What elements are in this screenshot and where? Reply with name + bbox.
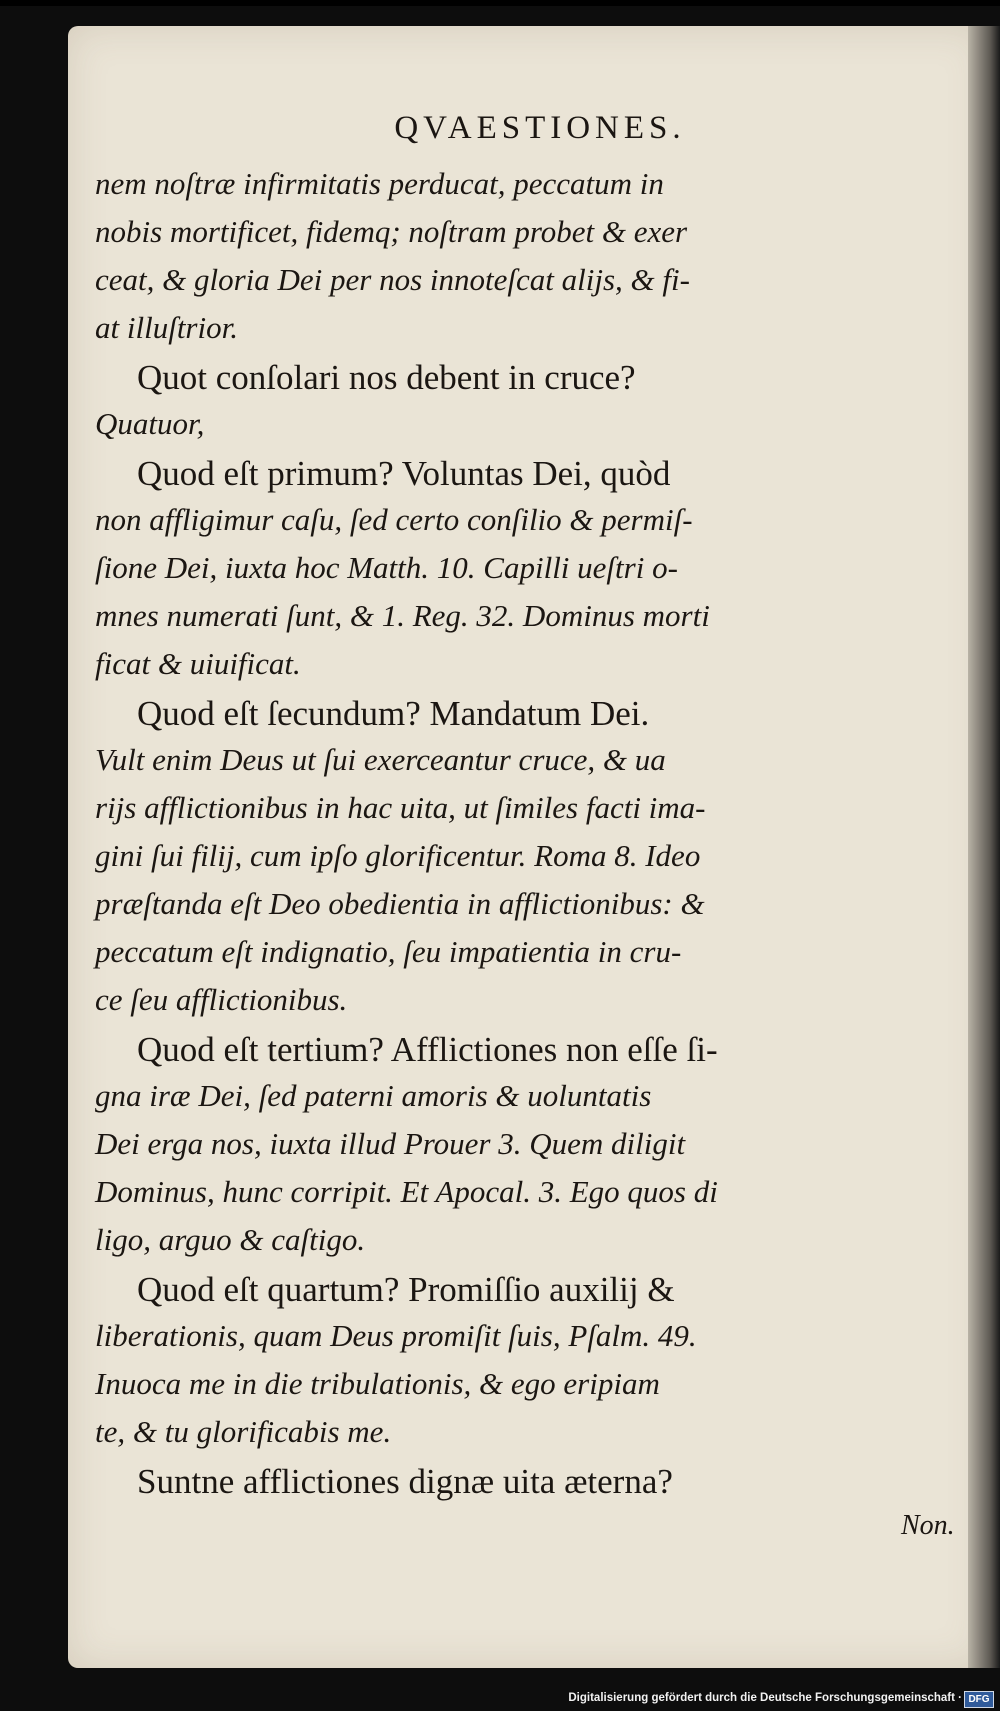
catchword: Non. <box>901 1510 955 1541</box>
question-line: Quod eſt quartum? Promiſſio auxilij & <box>137 1270 675 1309</box>
text-line: præſtanda eſt Deo obedientia in afflictionibus: & <box>95 886 705 921</box>
text-line: ſione Dei, iuxta hoc Matth. 10. Capilli ueſtri o- <box>95 550 678 585</box>
text-line: non affligimur caſu, ſed certo conſilio & permiſ- <box>95 502 693 537</box>
text-line: Vult enim Deus ut ſui exerceantur cruce, & ua <box>95 742 666 777</box>
text-line: nobis mortificet, fidemq; noſtram probet & exer <box>95 214 688 249</box>
question-line: Quod eſt tertium? Afflictiones non eſſe ſi- <box>137 1030 718 1069</box>
text-line: at illuſtrior. <box>95 310 238 345</box>
question-line: Quod eſt primum? Voluntas Dei, quòd <box>137 454 671 493</box>
text-line: ce ſeu afflictionibus. <box>95 982 348 1017</box>
footer-credit: Digitalisierung gefördert durch die Deutsche Forschungsgemeinschaft · <box>568 1692 962 1704</box>
scan-top-edge <box>0 0 1000 6</box>
text-line: Quatuor, <box>95 406 205 441</box>
text-line: Inuoca me in die tribulationis, & ego eripiam <box>95 1366 660 1401</box>
text-line: ceat, & gloria Dei per nos innoteſcat alijs, & fi- <box>95 262 690 297</box>
text-line: rijs afflictionibus in hac uita, ut ſimiles facti ima- <box>95 790 706 825</box>
text-line: peccatum eſt indignatio, ſeu impatientia in cru- <box>95 934 682 969</box>
running-head: QVAESTIONES. <box>394 110 686 146</box>
page-gutter <box>968 26 1000 1668</box>
text-line: nem noſtræ infirmitatis perducat, peccatum in <box>95 166 664 201</box>
text-line: Dei erga nos, iuxta illud Prouer 3. Quem diligit <box>95 1126 686 1161</box>
text-line: Dominus, hunc corripit. Et Apocal. 3. Ego quos di <box>95 1174 718 1209</box>
text-line: gini ſui filij, cum ipſo glorificentur. Roma 8. Ideo <box>95 838 701 873</box>
text-line: ficat & uiuificat. <box>95 646 301 681</box>
text-line: mnes numerati ſunt, & 1. Reg. 32. Dominus morti <box>95 598 710 633</box>
dfg-logo: DFG <box>964 1691 994 1708</box>
text-line: te, & tu glorificabis me. <box>95 1414 392 1449</box>
question-line: Quod eſt ſecundum? Mandatum Dei. <box>137 694 650 733</box>
text-line: gna iræ Dei, ſed paterni amoris & uoluntatis <box>95 1078 652 1113</box>
question-line: Quot conſolari nos debent in cruce? <box>137 358 636 397</box>
question-line: Suntne afflictiones dignæ uita æterna? <box>137 1462 673 1501</box>
text-line: liberationis, quam Deus promiſit ſuis, Pſalm. 49. <box>95 1318 697 1353</box>
text-line: ligo, arguo & caſtigo. <box>95 1222 366 1257</box>
